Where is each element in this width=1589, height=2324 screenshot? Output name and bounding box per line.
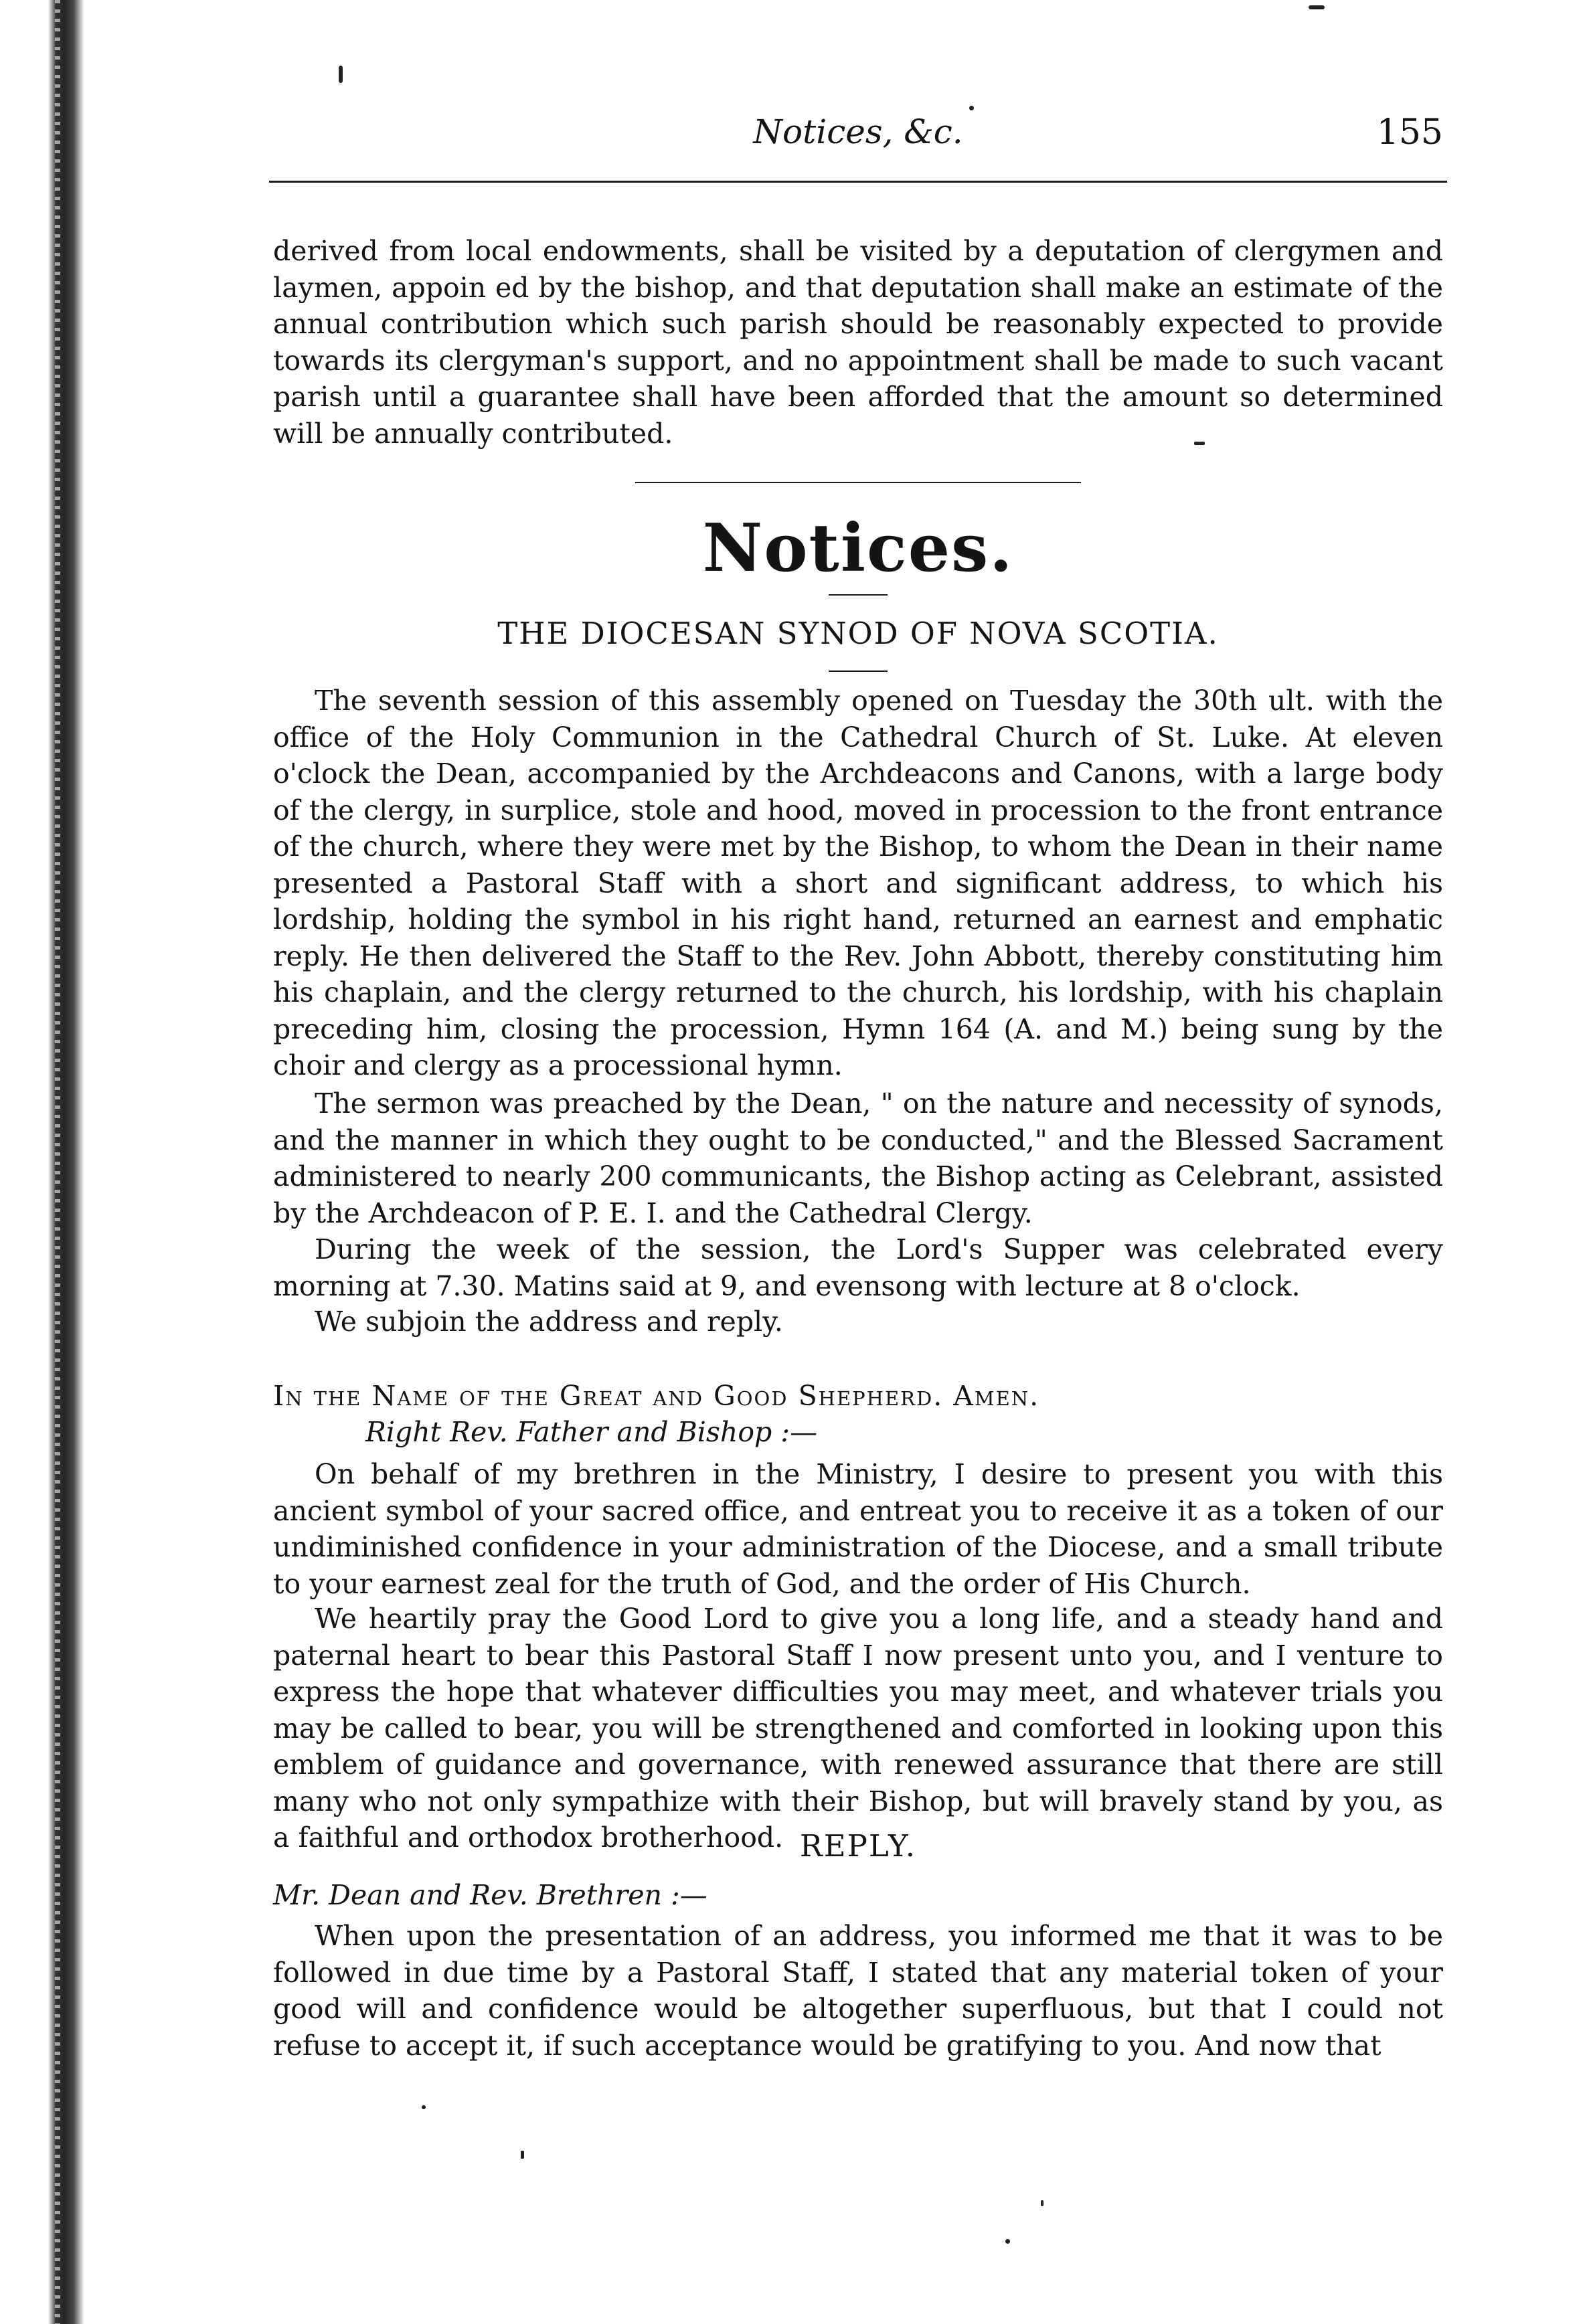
article-title: THE DIOCESAN SYNOD OF NOVA SCOTIA. [497,616,1219,651]
reply-paragraph: When upon the presentation of an address, you informed me that it was to be followed in due time by a Pastoral Staff, I stated that any material token of your good will and confidence would be altogether superfluous, but that I could not refuse to accept it, if such acceptance would be gratifying to you. And now that [273,1920,1443,2062]
section-title: Notices. [702,510,1014,587]
scan-mark [1194,442,1205,445]
running-header [273,100,1443,154]
reply-salutation: Mr. Dean and Rev. Brethren :— [273,1879,707,1911]
article-paragraph: The seventh session of this assembly opened on Tuesday the 30th ult. with the office of the Holy Communion in the Cathedral Church of St. Luke. At eleven o'clock the Dean, accompanied by the Archdeacons and Canons, with a large body of the clergy, in surplice, stole and hood, moved in procession to the front entrance of the church, where they were met by the Bishop, to whom the Dean in their name presented a Pastoral Staff with a short and significant address, to which his lordship, holding the symbol in his right hand, returned an earnest and emphatic reply. He then delivered the Staff to the Rev. John Abbott, thereby constituting him his chaplain, and the clergy returned to the church, his lordship, with his chaplain preceding him, closing the procession, Hymn 164 (A. and M.) being sung by the choir and clergy as a processional hymn. [273,685,1443,1081]
header-rule [269,181,1447,183]
article-paragraph: During the week of the session, the Lord's Supper was celebrated every morning at 7.30. Matins said at 9, and evensong with lecture at 8 o'clock. [273,1233,1443,1302]
article-paragraph: The sermon was preached by the Dean, " on the nature and necessity of synods, and the manner in which they ought to be conducted," and the Blessed Sacrament administered to nearly 200 communicants, the Bishop acting as Celebrant, assisted by the Archdeacon of P. E. I. and the Cathedral Clergy. [273,1087,1443,1229]
address-paragraph: We heartily pray the Good Lord to give you a long life, and a steady hand and paternal heart to bear this Pastoral Staff I now present unto you, and I venture to express the hope that whatever difficulties you may meet, and whatever trials you may be called to bear, you will be strengthened and comforted in looking upon this emblem of guidance and governance, with renewed assurance that there are still many who not only sympathize with their Bishop, but will bravely stand by you, as a faithful and orthodox brotherhood. [273,1603,1443,1854]
scan-mark [1041,2200,1043,2206]
reply-heading: REPLY. [799,1828,917,1864]
address-salutation: Right Rev. Father and Bishop :— [365,1416,818,1448]
book-binding-edge [48,0,84,2324]
scan-mark [1005,2239,1010,2244]
scan-mark [521,2151,524,2159]
section-divider-rule [635,482,1081,483]
intro-paragraph: derived from local endowments, shall be visited by a deputation of clergymen and laymen, appoin ed by the bishop, and that deputation shall make an estimate of the annual contribution which such parish should be reasonably expected to provide towards its clergyman's support, and no appointment shall be made to such vacant parish until a guarantee shall have been afforded that the amount so determined will be annually contributed. [273,235,1443,450]
page-number: 155 [1376,112,1443,153]
scan-mark [339,66,343,83]
address-invocation: In the Name of the Great and Good Shepherd. Amen. [273,1380,1040,1412]
article-title-rule [829,671,888,672]
scan-mark [422,2105,426,2109]
address-paragraph: On behalf of my brethren in the Ministry, I desire to present you with this ancient symbol of your sacred office, and entreat you to receive it as a token of our undiminished confidence in your administration of the Diocese, and a small tribute to your earnest zeal for the truth of God, and the order of His Church. [273,1458,1443,1600]
scan-mark [969,106,974,110]
title-short-rule [829,594,888,596]
scan-mark [1309,5,1325,9]
running-title: Notices, &c. [753,112,963,151]
article-paragraph: We subjoin the address and reply. [315,1306,783,1338]
